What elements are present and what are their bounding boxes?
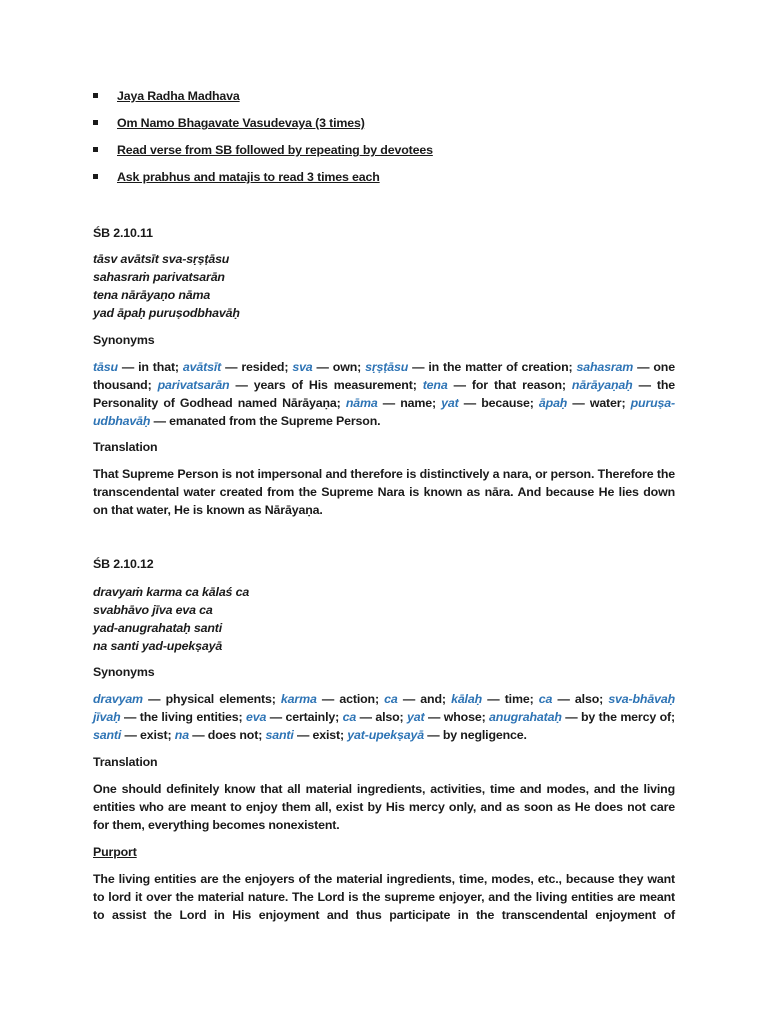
synonyms-paragraph: tāsu — in that; avātsīt — resided; sva — own; sṛṣṭāsu — in the matter of creation; sahasram — one thousand; parivatsarān — years of His measurement; tena — for that reason; nārāyaṇaḥ — the Personality of Godhead named Nārāyaṇa; nāma — name; yat — because; āpaḥ — water; puruṣa-udbhavāḥ — emanated from the Supreme Person. [93,360,675,428]
synonym-term: sva [292,360,313,374]
translation-paragraph: One should definitely know that all material ingredients, activities, time and modes, and the living entities who are meant to enjoy them all, exist by His mercy only, and as soon as He does not care for them, everything becomes nonexistent. [93,782,675,832]
square-bullet-icon [93,120,98,125]
synonym-meaning: years of His measurement [253,378,413,392]
synonym-term: sṛṣṭāsu [365,360,409,374]
translation-paragraph: That Supreme Person is not impersonal and therefore is distinctively a nara, or person. Therefore the transcendental water created from the Supreme Nara is known as nāra. And because He lies down on that water, He is known as Nārāyaṇa. [93,467,675,517]
bullet-item: Read verse from SB followed by repeating by devotees [93,141,433,168]
synonym-term: yat-upekṣayā [347,728,424,742]
synonym-term: yat [441,396,459,410]
synonym-term: eva [246,710,267,724]
synonyms-paragraph: dravyam — physical elements; karma — action; ca — and; kālaḥ — time; ca — also; sva-bhāvaḥ jīvaḥ — the living entities; eva — certainly; ca — also; yat — whose; anugrahataḥ — by the mercy of; santi — exist; na — does not; santi — exist; yat-upekṣayā — by negligence. [93,692,675,742]
synonyms-heading: Synonyms [93,665,155,679]
verse-line: yad āpaḥ puruṣodbhavāḥ [93,306,240,320]
synonym-meaning: and [420,692,442,706]
bullet-item: Om Namo Bhagavate Vasudevaya (3 times) [93,114,433,141]
synonym-meaning: own [332,360,358,374]
verse-line: svabhāvo jīva eva ca [93,603,213,617]
synonym-term: tena [422,378,448,392]
synonym-meaning: does not [207,728,259,742]
synonym-term: nāma [345,396,378,410]
synonym-term: āpaḥ [538,396,568,410]
synonym-term: dravyam [93,692,143,706]
translation-heading: Translation [93,755,158,769]
verse-line: sahasraṁ parivatsarān [93,270,225,284]
synonym-term: avātsīt [182,360,222,374]
synonym-meaning: one thousand [93,360,675,392]
bullet-item: Jaya Radha Madhava [93,87,433,114]
purport-paragraph: The living entities are the enjoyers of the material ingredients, time, modes, etc., because they want to lord it over the material nature. The Lord is the supreme enjoyer, and the living entities are meant to assist the Lord in His enjoyment and thus participate in the transcendental enjoyment of [93,872,675,922]
verse-line: dravyaṁ karma ca kālaś ca [93,585,250,599]
synonym-term: sahasram [576,360,634,374]
synonym-meaning: by negligence. [442,728,527,742]
synonym-meaning: the living entities [139,710,239,724]
synonym-term: kālaḥ [451,692,483,706]
synonym-meaning: certainly [285,710,336,724]
synonym-term: santi [265,728,294,742]
synonym-meaning: also [574,692,600,706]
synonym-term: tāsu [93,360,118,374]
synonym-term: ca [538,692,553,706]
synonym-term: parivatsarān [157,378,230,392]
synonym-meaning: resided [241,360,285,374]
synonym-meaning: also [375,710,400,724]
square-bullet-icon [93,147,98,152]
synonym-meaning: whose [443,710,482,724]
synonym-term: ca [342,710,357,724]
synonym-term: sva-bhāvaḥ jīvaḥ [93,692,675,724]
verse-line: tāsv avātsīt sva-sṛṣṭāsu [93,252,230,266]
verse-line: tena nārāyaṇo nāma [93,288,211,302]
synonym-meaning: exist [312,728,340,742]
translation-heading: Translation [93,440,158,454]
synonym-meaning: the Personality of Godhead named Nārāyaṇa [93,378,675,410]
synonym-meaning: physical elements [165,692,272,706]
synonym-meaning: emanated from the Supreme Person. [169,414,381,428]
synonym-term: puruṣa-udbhavāḥ [93,396,675,428]
synonym-meaning: in that [138,360,175,374]
verse-text [93,583,675,655]
square-bullet-icon [93,93,98,98]
synonym-meaning: in the matter of creation [428,360,569,374]
synonym-meaning: because [481,396,530,410]
synonym-meaning: action [339,692,375,706]
synonyms-heading: Synonyms [93,333,155,347]
purport-heading: Purport [93,845,137,859]
synonym-term: anugrahataḥ [489,710,562,724]
synonym-term: yat [407,710,425,724]
synonym-meaning: for that reason [471,378,562,392]
synonym-meaning: name [400,396,432,410]
square-bullet-icon [93,174,98,179]
verse-ref: ŚB 2.10.11 [93,226,153,240]
synonym-meaning: by the mercy of [581,710,671,724]
verse-ref: ŚB 2.10.12 [93,557,154,571]
synonym-term: karma [280,692,317,706]
synonym-meaning: water [589,396,622,410]
bullet-item: Ask prabhus and matajis to read 3 times each [93,168,433,195]
bullet-list [93,87,433,195]
synonym-term: ca [384,692,398,706]
verse-line: na santi yad-upekṣayā [93,639,223,653]
synonym-meaning: exist [140,728,168,742]
synonym-meaning: time [504,692,530,706]
synonym-term: nārāyaṇaḥ [571,378,633,392]
verse-text [93,250,675,322]
verse-line: yad-anugrahataḥ santi [93,621,223,635]
synonym-term: na [174,728,189,742]
synonym-term: santi [93,728,122,742]
